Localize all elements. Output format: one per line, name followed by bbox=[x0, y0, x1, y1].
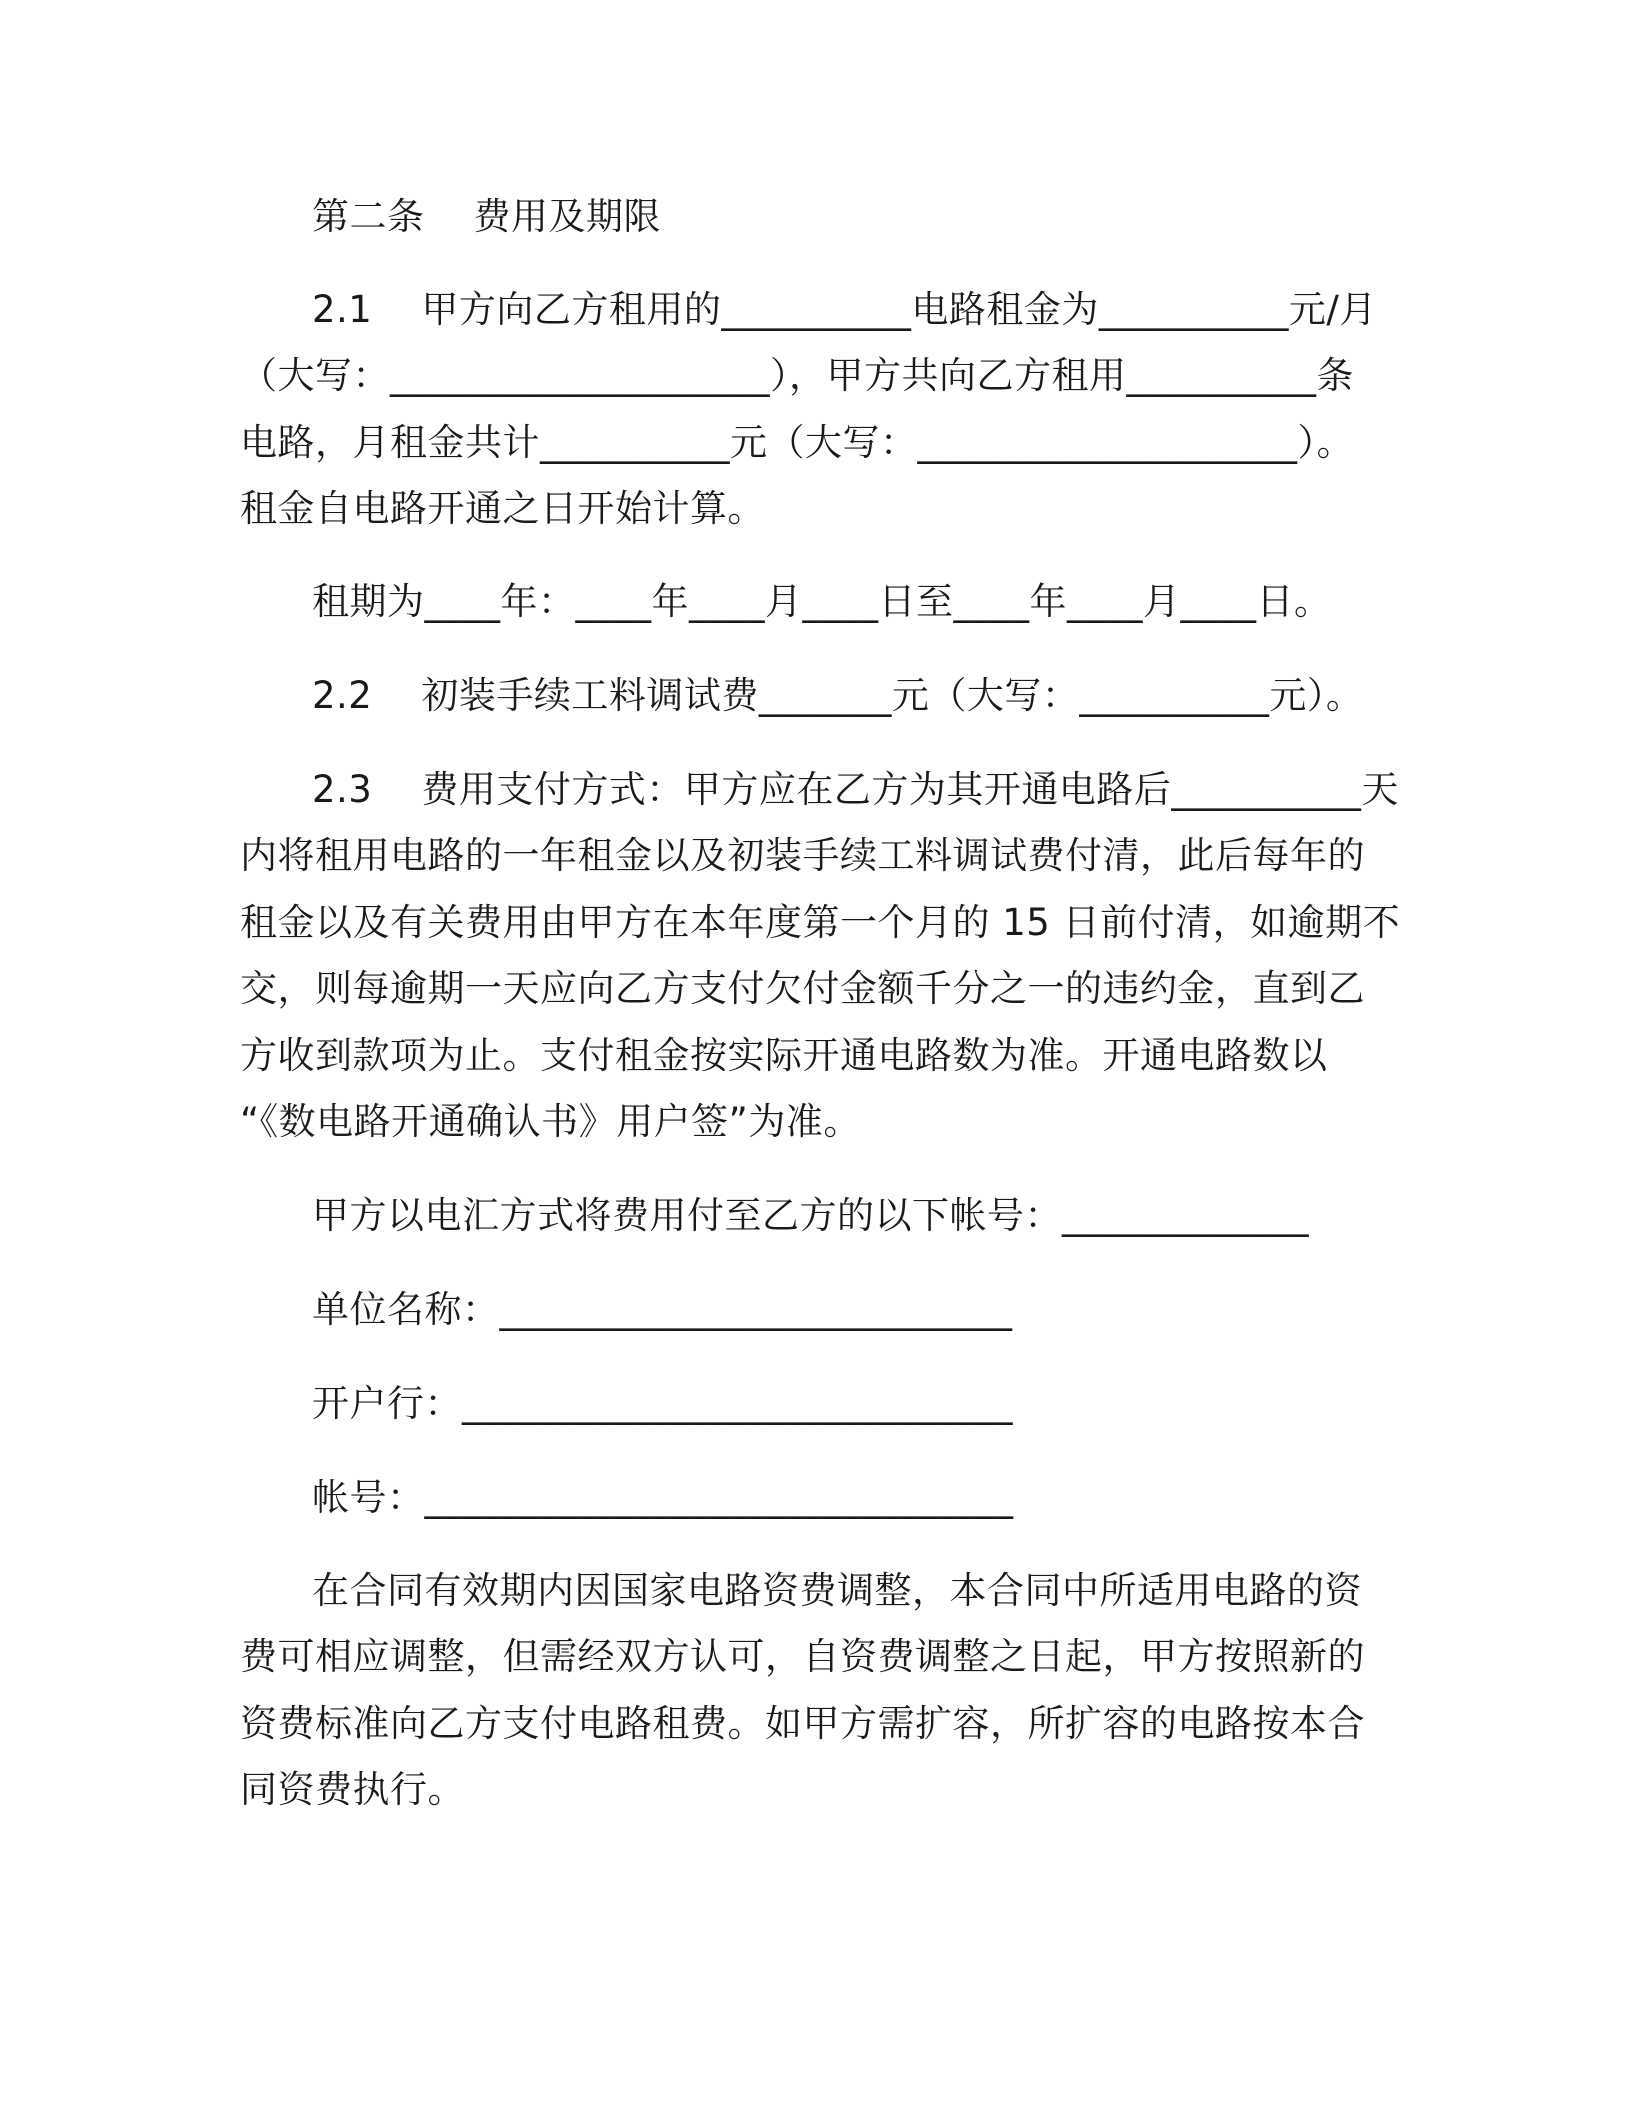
rate-adjustment-line-1: 在合同有效期内因国家电路资费调整，本合同中所适用电路的资 bbox=[312, 1569, 1362, 1612]
lease-term-line: 租期为____年：____年____月____日至____年____月____日。 bbox=[312, 580, 1332, 623]
clause-2-3-line-3: 租金以及有关费用由甲方在本年度第一个月的 15 日前付清，如逾期不 bbox=[240, 901, 1401, 944]
clause-2-3-line-2: 内将租用电路的一年租金以及初装手续工料调试费付清，此后每年的 bbox=[240, 834, 1365, 877]
wire-transfer-line: 甲方以电汇方式将费用付至乙方的以下帐号：_____________ bbox=[312, 1194, 1309, 1237]
clause-2-3-line-6: “《数电路开通确认书》用户签”为准。 bbox=[240, 1100, 861, 1143]
article-heading: 第二条 费用及期限 bbox=[312, 195, 662, 238]
account-field: 帐号：_______________________________ bbox=[312, 1476, 1014, 1519]
clause-2-3-line-4: 交，则每逾期一天应向乙方支付欠付金额千分之一的违约金，直到乙 bbox=[240, 967, 1365, 1010]
clause-2-3-line-1: 2.3 费用支付方式：甲方应在乙方为其开通电路后__________天 bbox=[312, 768, 1399, 811]
rate-adjustment-line-3: 资费标准向乙方支付电路租费。如甲方需扩容，所扩容的电路按本合 bbox=[240, 1702, 1365, 1745]
bank-field: 开户行：_____________________________ bbox=[312, 1382, 1013, 1425]
clause-2-2-line: 2.2 初装手续工料调试费_______元（大写：__________元）。 bbox=[312, 674, 1364, 717]
clause-2-3-line-5: 方收到款项为止。支付租金按实际开通电路数为准。开通电路数以 bbox=[240, 1034, 1328, 1077]
unit-name-field: 单位名称：___________________________ bbox=[312, 1288, 1013, 1331]
rate-adjustment-line-2: 费可相应调整，但需经双方认可，自资费调整之日起，甲方按照新的 bbox=[240, 1635, 1365, 1678]
clause-2-1-line-2: （大写：____________________），甲方共向乙方租用__________条 bbox=[240, 354, 1354, 397]
clause-2-1-line-4: 租金自电路开通之日开始计算。 bbox=[240, 487, 765, 530]
clause-2-1-line-3: 电路，月租金共计__________元（大写：____________________）。 bbox=[240, 421, 1354, 464]
clause-2-1-line-1: 2.1 甲方向乙方租用的__________电路租金为__________元/月 bbox=[312, 288, 1377, 331]
rate-adjustment-line-4: 同资费执行。 bbox=[240, 1768, 465, 1811]
